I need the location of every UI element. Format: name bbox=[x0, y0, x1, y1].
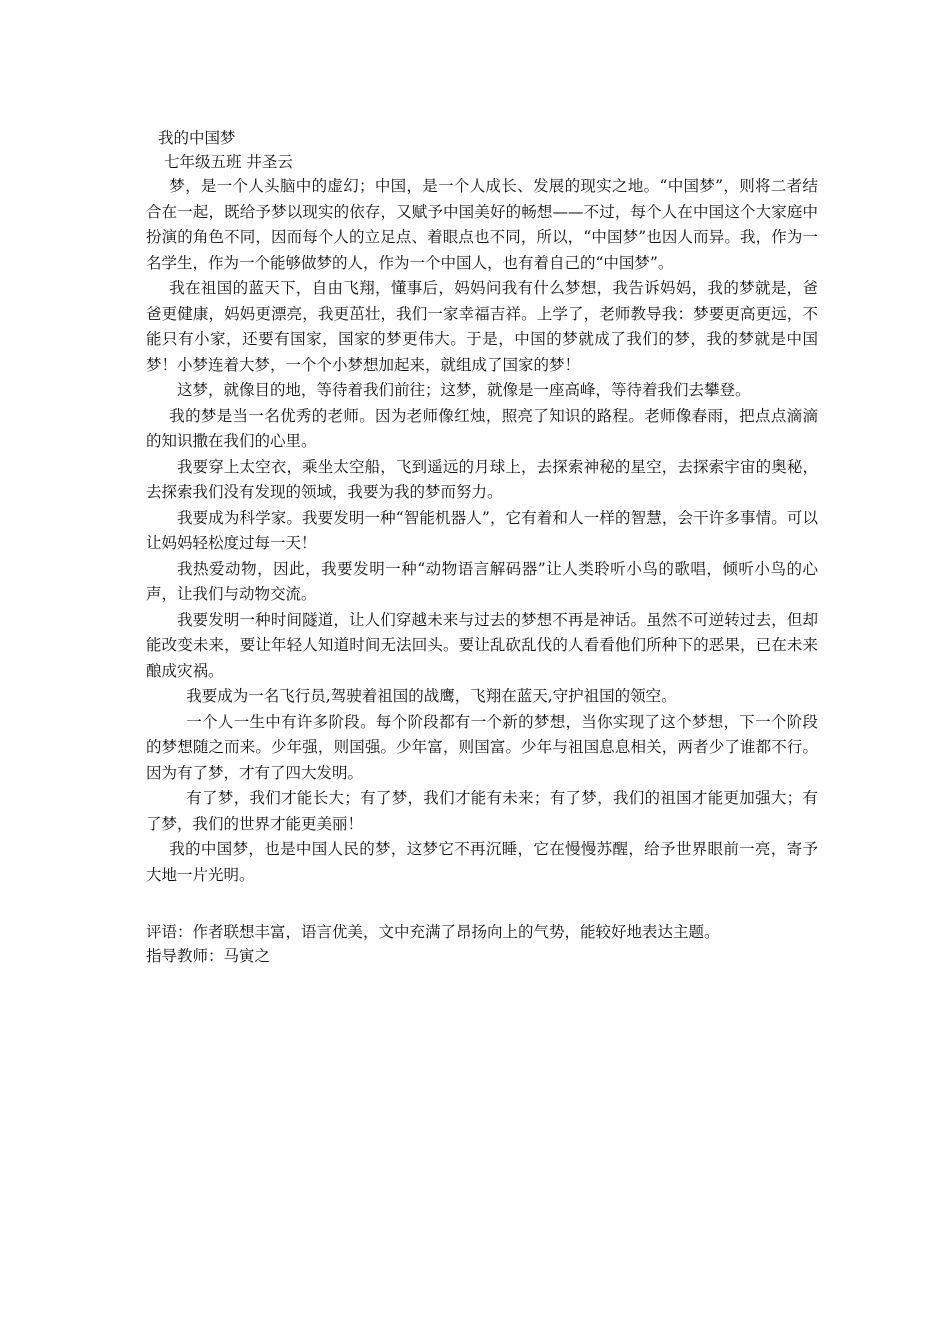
paragraph-12: 我的中国梦，也是中国人民的梦，这梦它不再沉睡，它在慢慢苏醒，给予世界眼前一亮，寄予大地一片光明。 bbox=[146, 840, 818, 884]
closing-section bbox=[146, 920, 818, 968]
paragraph-8: 我要发明一种时间隧道，让人们穿越未来与过去的梦想不再是神话。虽然不可逆转过去，但却能改变未来，要让年轻人知道时间无法回头。要让乱砍乱伐的人看看他们所种下的恶果，已在未来酿成灾祸。 bbox=[146, 610, 818, 680]
essay-title: 我的中国梦 bbox=[158, 129, 236, 147]
paragraph-10: 一个人一生中有许多阶段。每个阶段都有一个新的梦想，当你实现了这个梦想，下一个阶段的梦想随之而来。少年强，则国强。少年富，则国富。少年与祖国息息相关，两者少了谁都不行。因为有了梦，才有了四大发明。 bbox=[146, 712, 818, 782]
author-line: 七年级五班 井圣云 bbox=[164, 153, 293, 171]
paragraph-7: 我热爱动物，因此，我要发明一种“动物语言解码器”让人类聆听小鸟的歌唱，倾听小鸟的心声，让我们与动物交流。 bbox=[146, 559, 818, 603]
essay-body bbox=[146, 174, 818, 888]
paragraph-1: 梦，是一个人头脑中的虚幻；中国，是一个人成长、发展的现实之地。“中国梦”，则将二者结合在一起，既给予梦以现实的依存，又赋予中国美好的畅想——不过，每个人在中国这个大家庭中扮演的角色不同，因而每个人的立足点、着眼点也不同，所以，“中国梦”也因人而异。我，作为一名学生，作为一个能够做梦的人，作为一个中国人，也有着自己的“中国梦”。 bbox=[146, 177, 818, 272]
paragraph-9: 我要成为一名飞行员,驾驶着祖国的战鹰，飞翔在蓝天,守护祖国的领空。 bbox=[186, 687, 677, 705]
paragraph-3: 这梦，就像目的地，等待着我们前往；这梦，就像是一座高峰，等待着我们去攀登。 bbox=[177, 381, 751, 399]
paragraph-4: 我的梦是当一名优秀的老师。因为老师像红烛，照亮了知识的路程。老师像春雨，把点点滴滴的知识撒在我们的心里。 bbox=[146, 406, 818, 450]
paragraph-11: 有了梦，我们才能长大；有了梦，我们才能有未来；有了梦，我们的祖国才能更加强大；有了梦，我们的世界才能更美丽！ bbox=[146, 789, 818, 833]
paragraph-2: 我在祖国的蓝天下，自由飞翔，懂事后，妈妈问我有什么梦想，我告诉妈妈，我的梦就是，爸爸更健康，妈妈更漂亮，我更茁壮，我们一家幸福吉祥。上学了，老师教导我：梦要更高更远，不能只有小家，还要有国家，国家的梦更伟大。于是，中国的梦就成了我们的梦，我的梦就是中国梦！小梦连着大梦，一个个小梦想加起来，就组成了国家的梦！ bbox=[146, 279, 818, 374]
paragraph-5: 我要穿上太空衣，乘坐太空船，飞到遥远的月球上，去探索神秘的星空，去探索宇宙的奥秘，去探索我们没有发现的领域，我要为我的梦而努力。 bbox=[146, 457, 818, 501]
paragraph-6: 我要成为科学家。我要发明一种“智能机器人”，它有着和人一样的智慧，会干许多事情。可以让妈妈轻松度过每一天！ bbox=[146, 508, 818, 552]
teacher-comment: 评语：作者联想丰富，语言优美，文中充满了昂扬向上的气势，能较好地表达主题。 bbox=[146, 923, 720, 941]
instructor-line: 指导教师：马寅之 bbox=[146, 947, 271, 965]
